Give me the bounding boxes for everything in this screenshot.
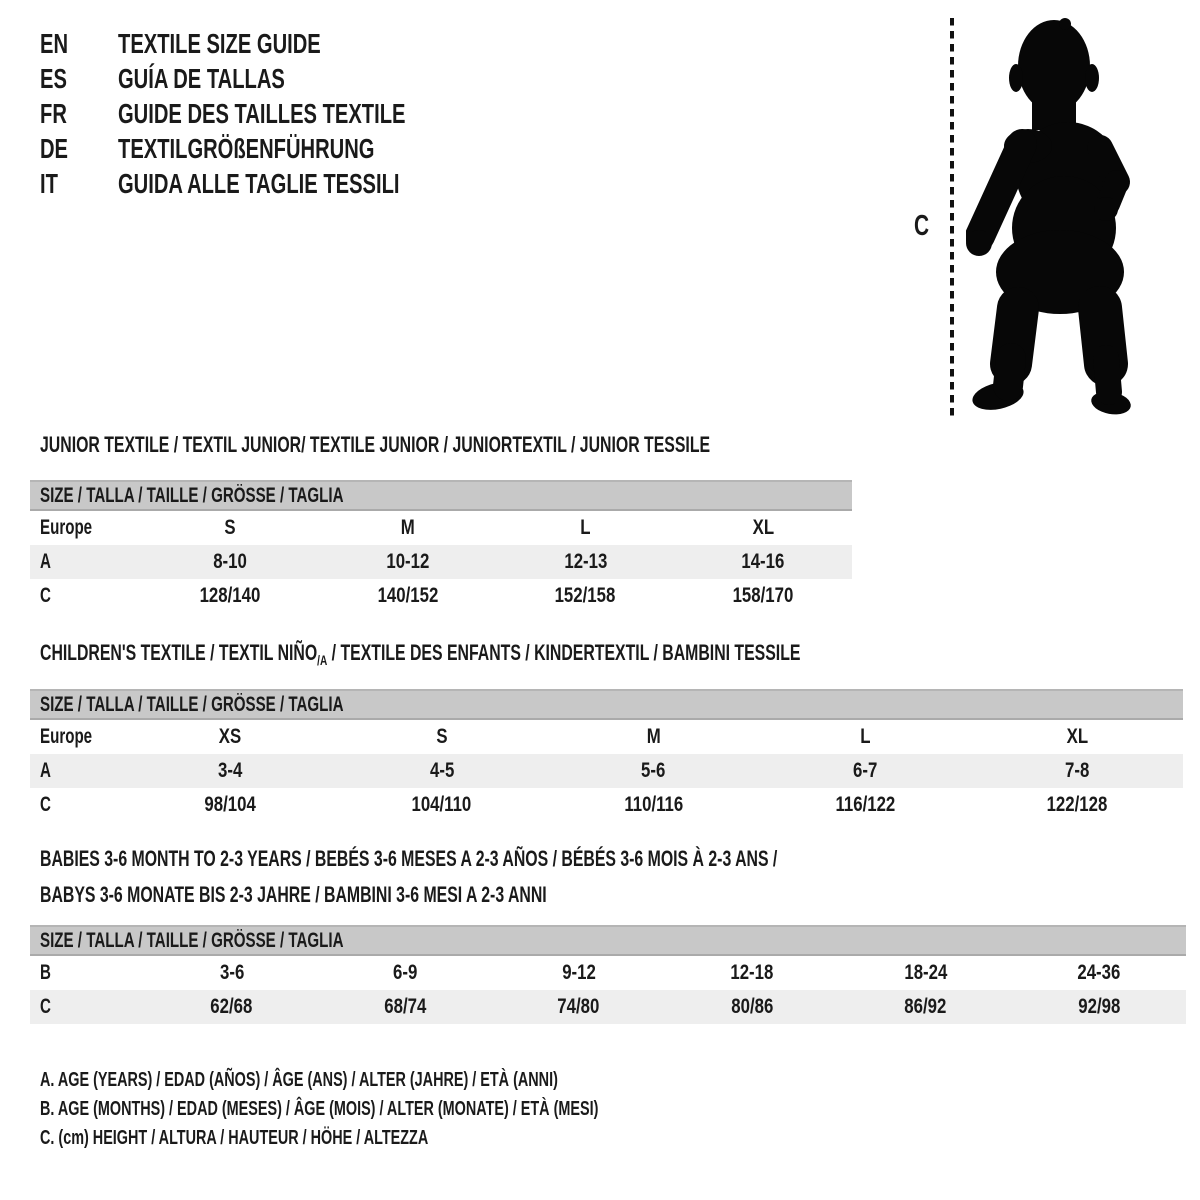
row-label-cell: B [40, 961, 51, 984]
value-cell: 86/92 [904, 995, 947, 1018]
note-age-years: A. AGE (YEARS) / EDAD (AÑOS) / ÂGE (ANS) / ALTER (JAHRE) / ETÀ (ANNI) [40, 1069, 558, 1091]
value-cell: 110/116 [624, 793, 683, 816]
value-cell: 104/110 [411, 793, 472, 816]
language-row [40, 131, 517, 166]
value-cell: M [646, 725, 661, 748]
table-row-age [30, 545, 852, 579]
value-cell: 116/122 [835, 793, 896, 816]
table-row-height [30, 990, 1186, 1024]
size-header-bar: SIZE / TALLA / TAILLE / GRÖSSE / TAGLIA [30, 925, 1186, 956]
value-cell: 12-18 [730, 961, 774, 984]
language-code: DE [40, 132, 69, 164]
children-title-subscript: /A [317, 652, 328, 668]
size-table-babies [30, 925, 1186, 1024]
table-row-europe [30, 720, 1183, 754]
value-cell: 152/158 [554, 584, 616, 607]
children-title-suffix: / TEXTILE DES ENFANTS / KINDERTEXTIL / BAMBINI TESSILE [327, 640, 801, 665]
value-cell: 4-5 [429, 759, 454, 782]
row-label-cell: A [40, 550, 51, 573]
row-label-cell: Europe [40, 516, 93, 539]
value-cell: S [436, 725, 448, 748]
row-label-cell: C [40, 995, 51, 1018]
value-cell: 3-4 [217, 759, 243, 782]
value-cell: S [224, 516, 236, 539]
value-cell: M [400, 516, 415, 539]
height-measure-line [947, 16, 957, 420]
value-cell: 6-9 [393, 961, 418, 984]
value-cell: 12-13 [563, 550, 607, 573]
note-height-cm: C. (cm) HEIGHT / ALTURA / HAUTEUR / HÖHE / ALTEZZA [40, 1127, 429, 1149]
value-cell: L [860, 725, 871, 748]
value-cell: 24-36 [1077, 961, 1121, 984]
note-age-months: B. AGE (MONTHS) / EDAD (MESES) / ÂGE (MOIS) / ALTER (MONATE) / ETÀ (MESI) [40, 1098, 599, 1120]
value-cell: 158/170 [732, 584, 794, 607]
value-cell: 92/98 [1078, 995, 1121, 1018]
value-cell: 7-8 [1064, 759, 1090, 782]
value-cell: 62/68 [210, 995, 253, 1018]
size-header-bar: SIZE / TALLA / TAILLE / GRÖSSE / TAGLIA [30, 689, 1183, 720]
table-row-height [30, 788, 1183, 822]
value-cell: 9-12 [561, 961, 596, 984]
babies-title-line1: BABIES 3-6 MONTH TO 2-3 YEARS / BEBÉS 3-6 MESES A 2-3 AÑOS / BÉBÉS 3-6 MOIS À 2-3 ANS / [40, 846, 778, 871]
legend-notes [40, 1066, 816, 1153]
section-title-junior: JUNIOR TEXTILE / TEXTIL JUNIOR/ TEXTILE JUNIOR / JUNIORTEXTIL / JUNIOR TESSILE [40, 432, 711, 457]
value-cell: 74/80 [557, 995, 600, 1018]
row-label-cell: A [40, 759, 51, 782]
language-code: FR [40, 97, 67, 129]
size-header-bar: SIZE / TALLA / TAILLE / GRÖSSE / TAGLIA [30, 480, 852, 511]
language-row [40, 61, 517, 96]
value-cell: 18-24 [904, 961, 948, 984]
table-row-height [30, 579, 852, 613]
value-cell: XL [752, 516, 774, 539]
row-label-cell: C [40, 584, 51, 607]
row-label-cell: C [40, 793, 51, 816]
value-cell: 128/140 [199, 584, 261, 607]
language-row [40, 166, 517, 201]
language-code: ES [40, 62, 67, 94]
value-cell: XS [218, 725, 242, 748]
language-title: GUIDA ALLE TAGLIE TESSILI [118, 167, 400, 199]
babies-title-line2: BABYS 3-6 MONATE BIS 2-3 JAHRE / BAMBINI 3-6 MESI A 2-3 ANNI [40, 882, 547, 907]
language-title: GUÍA DE TALLAS [118, 62, 285, 94]
value-cell: 68/74 [384, 995, 427, 1018]
value-cell: 14-16 [741, 550, 785, 573]
table-row-age-months [30, 956, 1186, 990]
size-table-children [30, 689, 1183, 822]
language-row [40, 96, 517, 131]
table-row-age [30, 754, 1183, 788]
language-title: TEXTILGRÖßENFÜHRUNG [118, 132, 375, 164]
section-title-babies [40, 841, 1064, 913]
row-label-cell: Europe [40, 725, 93, 748]
value-cell: 122/128 [1046, 793, 1108, 816]
language-row [40, 26, 517, 61]
language-code: EN [40, 27, 69, 59]
value-cell: 5-6 [641, 759, 666, 782]
value-cell: 6-7 [853, 759, 878, 782]
toddler-silhouette-icon [966, 16, 1138, 420]
value-cell: 10-12 [386, 550, 430, 573]
value-cell: XL [1066, 725, 1088, 748]
value-cell: 80/86 [731, 995, 774, 1018]
value-cell: L [580, 516, 591, 539]
size-table-junior [30, 480, 852, 613]
language-title-list [40, 26, 517, 201]
language-title: TEXTILE SIZE GUIDE [118, 27, 321, 59]
value-cell: 8-10 [213, 550, 247, 573]
language-code: IT [40, 167, 58, 199]
height-measure-label: C [914, 210, 930, 242]
value-cell: 98/104 [204, 793, 256, 816]
section-title-children [40, 640, 1096, 668]
children-title-prefix: CHILDREN'S TEXTILE / TEXTIL NIÑO [40, 640, 318, 665]
language-title: GUIDE DES TAILLES TEXTILE [118, 97, 406, 129]
value-cell: 3-6 [219, 961, 244, 984]
value-cell: 140/152 [377, 584, 438, 607]
table-row-europe [30, 511, 852, 545]
